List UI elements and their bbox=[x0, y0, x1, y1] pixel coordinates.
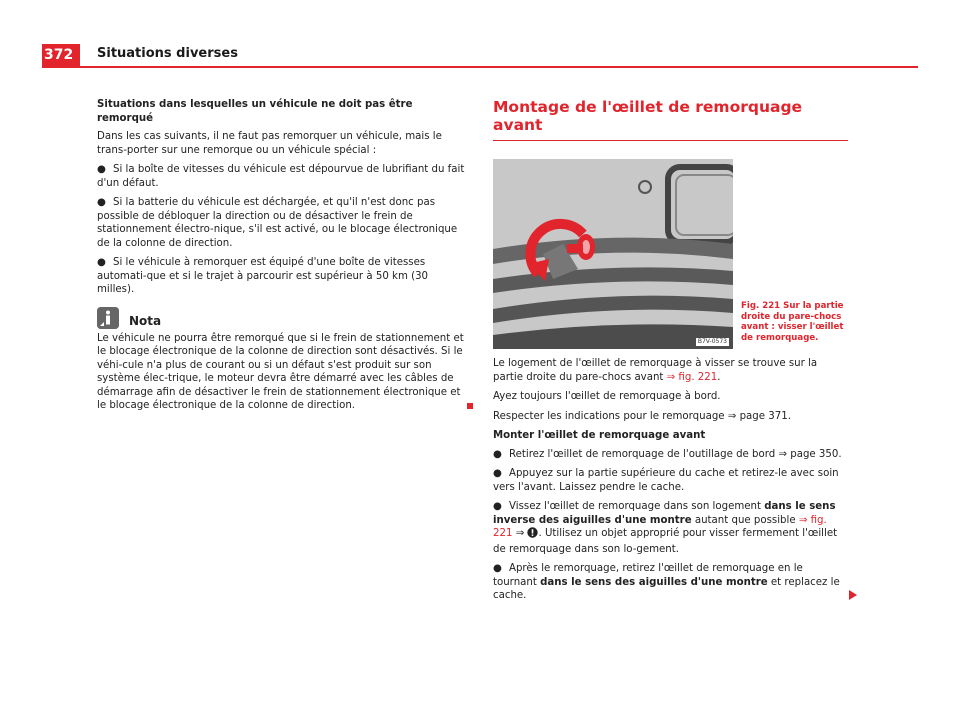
page-number: 372 bbox=[42, 44, 80, 66]
bullet-icon: ● bbox=[97, 197, 106, 208]
bullet-icon: ● bbox=[493, 563, 502, 574]
figure bbox=[493, 159, 849, 349]
figure-link[interactable]: ⇒ fig. 221 bbox=[666, 371, 718, 383]
left-column bbox=[97, 98, 465, 419]
paragraph-keep: Ayez toujours l'œillet de remorquage à bord. bbox=[493, 391, 721, 402]
note-label: Nota bbox=[129, 313, 162, 328]
bullet-icon: ● bbox=[97, 164, 106, 175]
left-subheading: Situations dans lesquelles un véhicule ne doit pas être remorqué bbox=[97, 99, 413, 124]
continue-arrow-icon bbox=[849, 590, 857, 600]
bullet-icon: ● bbox=[493, 468, 502, 479]
figure-code: B7V-0573 bbox=[697, 338, 727, 345]
running-title: Situations diverses bbox=[97, 46, 238, 61]
bullet-icon: ● bbox=[97, 257, 106, 268]
list-item: ● Si la boîte de vitesses du véhicule est dépourvue de lubrifiant du fait d'un défaut. bbox=[97, 164, 465, 189]
list-item: ● Retirez l'œillet de remorquage de l'outillage de bord ⇒ page 350. bbox=[493, 448, 842, 460]
info-icon bbox=[97, 307, 119, 329]
figure-caption: Fig. 221 Sur la partie droite du pare-chocs avant : visser l'œillet de remorquage. bbox=[741, 301, 844, 343]
list-item: ● Après le remorquage, retirez l'œillet de remorquage en le tournant dans le sens des aiguilles d'une montre et replacez le cache. bbox=[493, 562, 849, 603]
list-item: ● Appuyez sur la partie supérieure du cache et retirez-le avec soin vers l'avant. Laissez pendre le cache. bbox=[493, 468, 839, 493]
note-text: Le véhicule ne pourra être remorqué que si le frein de stationnement et le blocage électronique de la colonne de direction sont désactivés. Si le véhi-cule n'a plus de courant ou si un défaut s'est produit sur son système élec-trique, le moteur devra être démarré avec les câbles de démarrage afin de désactiver le frein de stationnement électronique et le blocage électronique de la colonne de direction. bbox=[97, 332, 465, 413]
figure-image bbox=[493, 159, 733, 349]
header-rule bbox=[42, 66, 918, 68]
warning-icon[interactable] bbox=[527, 527, 538, 543]
bullet-icon: ● bbox=[493, 448, 502, 460]
figure-link[interactable]: ⇒ fig. 221 bbox=[493, 514, 827, 539]
right-subheading: Monter l'œillet de remorquage avant bbox=[493, 430, 706, 441]
paragraph-location: Le logement de l'œillet de remorquage à visser se trouve sur la partie droite du pare-chocs avant ⇒ fig. 221. bbox=[493, 358, 818, 383]
list-item: ● Si la batterie du véhicule est déchargée, et qu'il n'est donc pas possible de débloquer la direction ou de désactiver le frein de stationnement électro-nique, s'il est activé, ou le blocage électronique de la colonne de direction. bbox=[97, 197, 458, 249]
paragraph-respect: Respecter les indications pour le remorquage ⇒ page 371. bbox=[493, 410, 791, 422]
bullet-icon: ● bbox=[493, 501, 502, 512]
left-intro: Dans les cas suivants, il ne faut pas remorquer un véhicule, mais le trans-porter sur une remorque ou un véhicule spécial : bbox=[97, 131, 442, 156]
list-item: ● Vissez l'œillet de remorquage dans son logement dans le sens inverse des aiguilles d'une montre autant que possible ⇒ fig. 221 ⇒ . Utilisez un objet approprié pour visser fermement l'œillet de remorquage dans son lo-gement. bbox=[493, 501, 838, 555]
end-mark-icon bbox=[467, 403, 473, 409]
list-item: ● Si le véhicule à remorquer est équipé d'une boîte de vitesses automati-que et si le trajet à parcourir est supérieur à 50 km (30 milles). bbox=[97, 257, 429, 295]
section-title: Montage de l'œillet de remorquage avant bbox=[493, 98, 848, 141]
note-heading bbox=[97, 307, 465, 329]
right-column bbox=[493, 98, 849, 609]
